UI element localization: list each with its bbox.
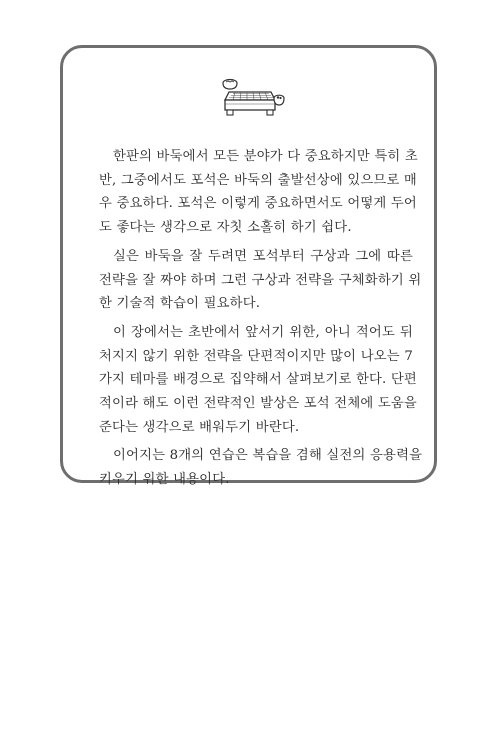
paragraph-4 xyxy=(85,444,423,491)
text-line: 가지 테마를 배경으로 집약해서 살펴보기로 한다. 단편 xyxy=(99,372,417,388)
text-line: 키우기 위한 내용이다. xyxy=(99,472,230,488)
text-line: 실은 바둑을 잘 두려면 포석부터 구상과 그에 따른 xyxy=(113,248,413,264)
text-line: 적이라 해도 이런 전략적인 발상은 포석 전체에 도움을 xyxy=(99,396,417,412)
text-line: 준다는 생각으로 배워두기 바란다. xyxy=(99,419,300,435)
paragraph-3 xyxy=(85,321,417,440)
text-line: 반, 그중에서도 포석은 바둑의 출발선상에 있으므로 매 xyxy=(99,172,417,188)
text-line: 한 기술적 학습이 필요하다. xyxy=(99,296,261,312)
content-frame xyxy=(60,45,437,488)
text-line: 우 중요하다. 포석은 이렇게 중요하면서도 어떻게 두어 xyxy=(99,196,417,212)
paragraph-1 xyxy=(85,145,418,240)
text-line: 한판의 바둑에서 모든 분야가 다 중요하지만 특히 초 xyxy=(113,149,418,164)
text-line: 전략을 잘 짜야 하며 그런 구상과 전략을 구체화하기 위 xyxy=(99,272,422,288)
body-text xyxy=(85,145,423,497)
text-line: 처지지 않기 위한 전략을 단편적이지만 많이 나오는 7 xyxy=(99,348,413,364)
text-line: 이어지는 8개의 연습은 복습을 겸해 실전의 응용력을 xyxy=(113,448,423,464)
text-line: 도 좋다는 생각으로 자칫 소홀히 하기 쉽다. xyxy=(99,220,352,236)
text-line: 이 장에서는 초반에서 앞서기 위한, 아니 적어도 뒤 xyxy=(113,324,413,340)
paragraph-2 xyxy=(85,245,422,316)
go-board-with-bowls-icon xyxy=(217,74,285,118)
